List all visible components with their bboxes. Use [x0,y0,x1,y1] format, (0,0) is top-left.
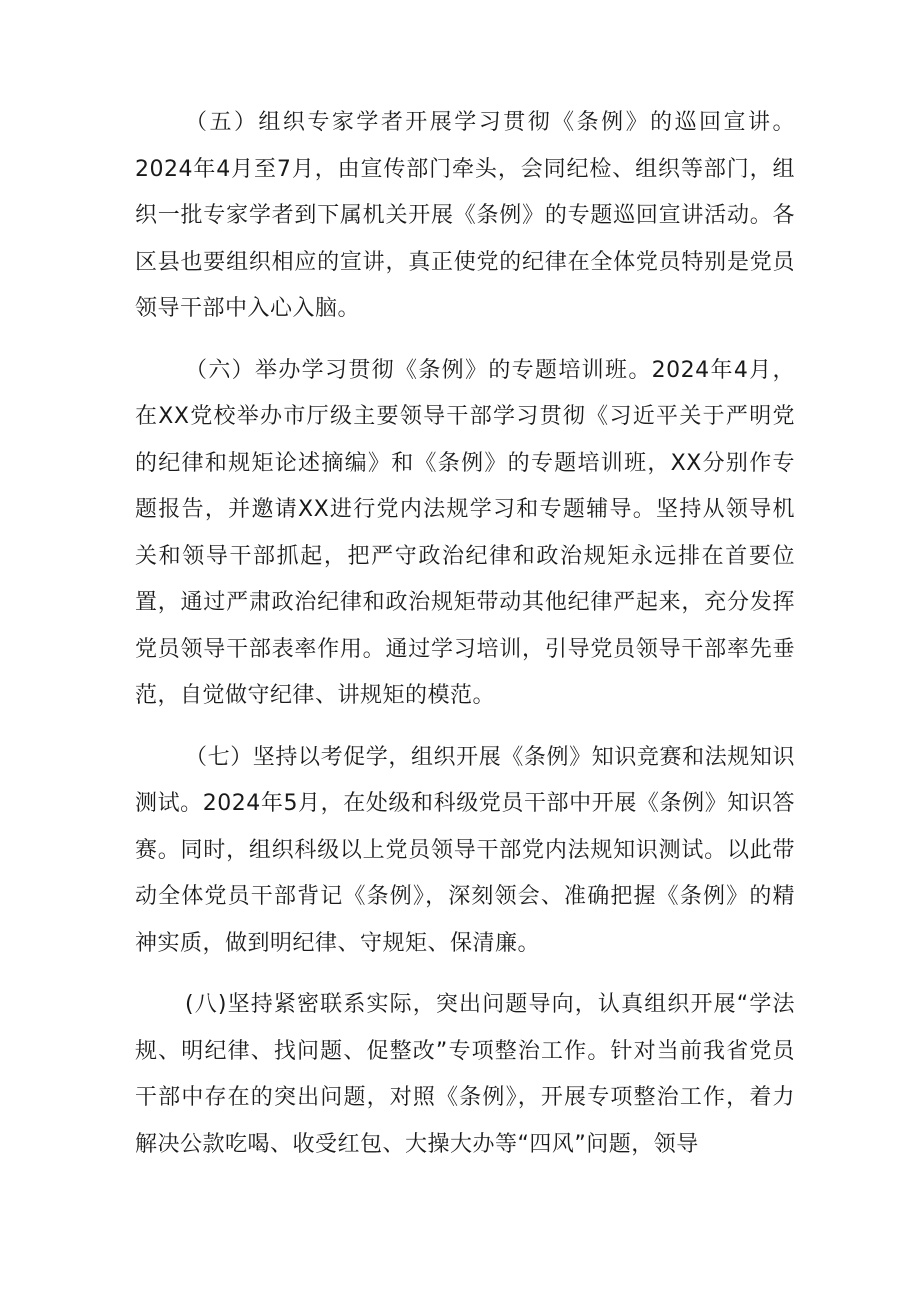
paragraph-6: （六）举办学习贯彻《条例》的专题培训班。2024年4月，在XX党校举办市厅级主要领导干部学习贯彻《习近平关于严明党的纪律和规矩论述摘编》和《条例》的专题培训班，XX分别作专题报告，并邀请XX进行党内法规学习和专题辅导。坚持从领导机关和领导干部抓起，把严守政治纪律和政治规矩永远排在首要位置，通过严肃政治纪律和政治规矩带动其他纪律严起来，充分发挥党员领导干部表率作用。通过学习培训，引导党员领导干部率先垂范，自觉做守纪律、讲规矩的模范。 [135,357,795,708]
document-body [135,100,795,1183]
paragraph-5: （五）组织专家学者开展学习贯彻《条例》的巡回宣讲。2024年4月至7月，由宣传部门牵头，会同纪检、组织等部门，组织一批专家学者到下属机关开展《条例》的专题巡回宣讲活动。各区县也要组织相应的宣讲，真正使党的纪律在全体党员特别是党员领导干部中入心入脑。 [135,110,795,321]
paragraph-8: (八)坚持紧密联系实际，突出问题导向，认真组织开展“学法规、明纪律、找问题、促整改”专项整治工作。针对当前我省党员干部中存在的突出问题，对照《条例》，开展专项整治工作，着力解决公款吃喝、收受红包、大操大办等“四风”问题，领导 [135,992,795,1157]
paragraph-7: （七）坚持以考促学，组织开展《条例》知识竞赛和法规知识测试。2024年5月，在处级和科级党员干部中开展《条例》知识答赛。同时，组织科级以上党员领导干部党内法规知识测试。以此带动全体党员干部背记《条例》，深刻领会、准确把握《条例》的精神实质，做到明纪律、守规矩、保清廉。 [135,744,795,956]
